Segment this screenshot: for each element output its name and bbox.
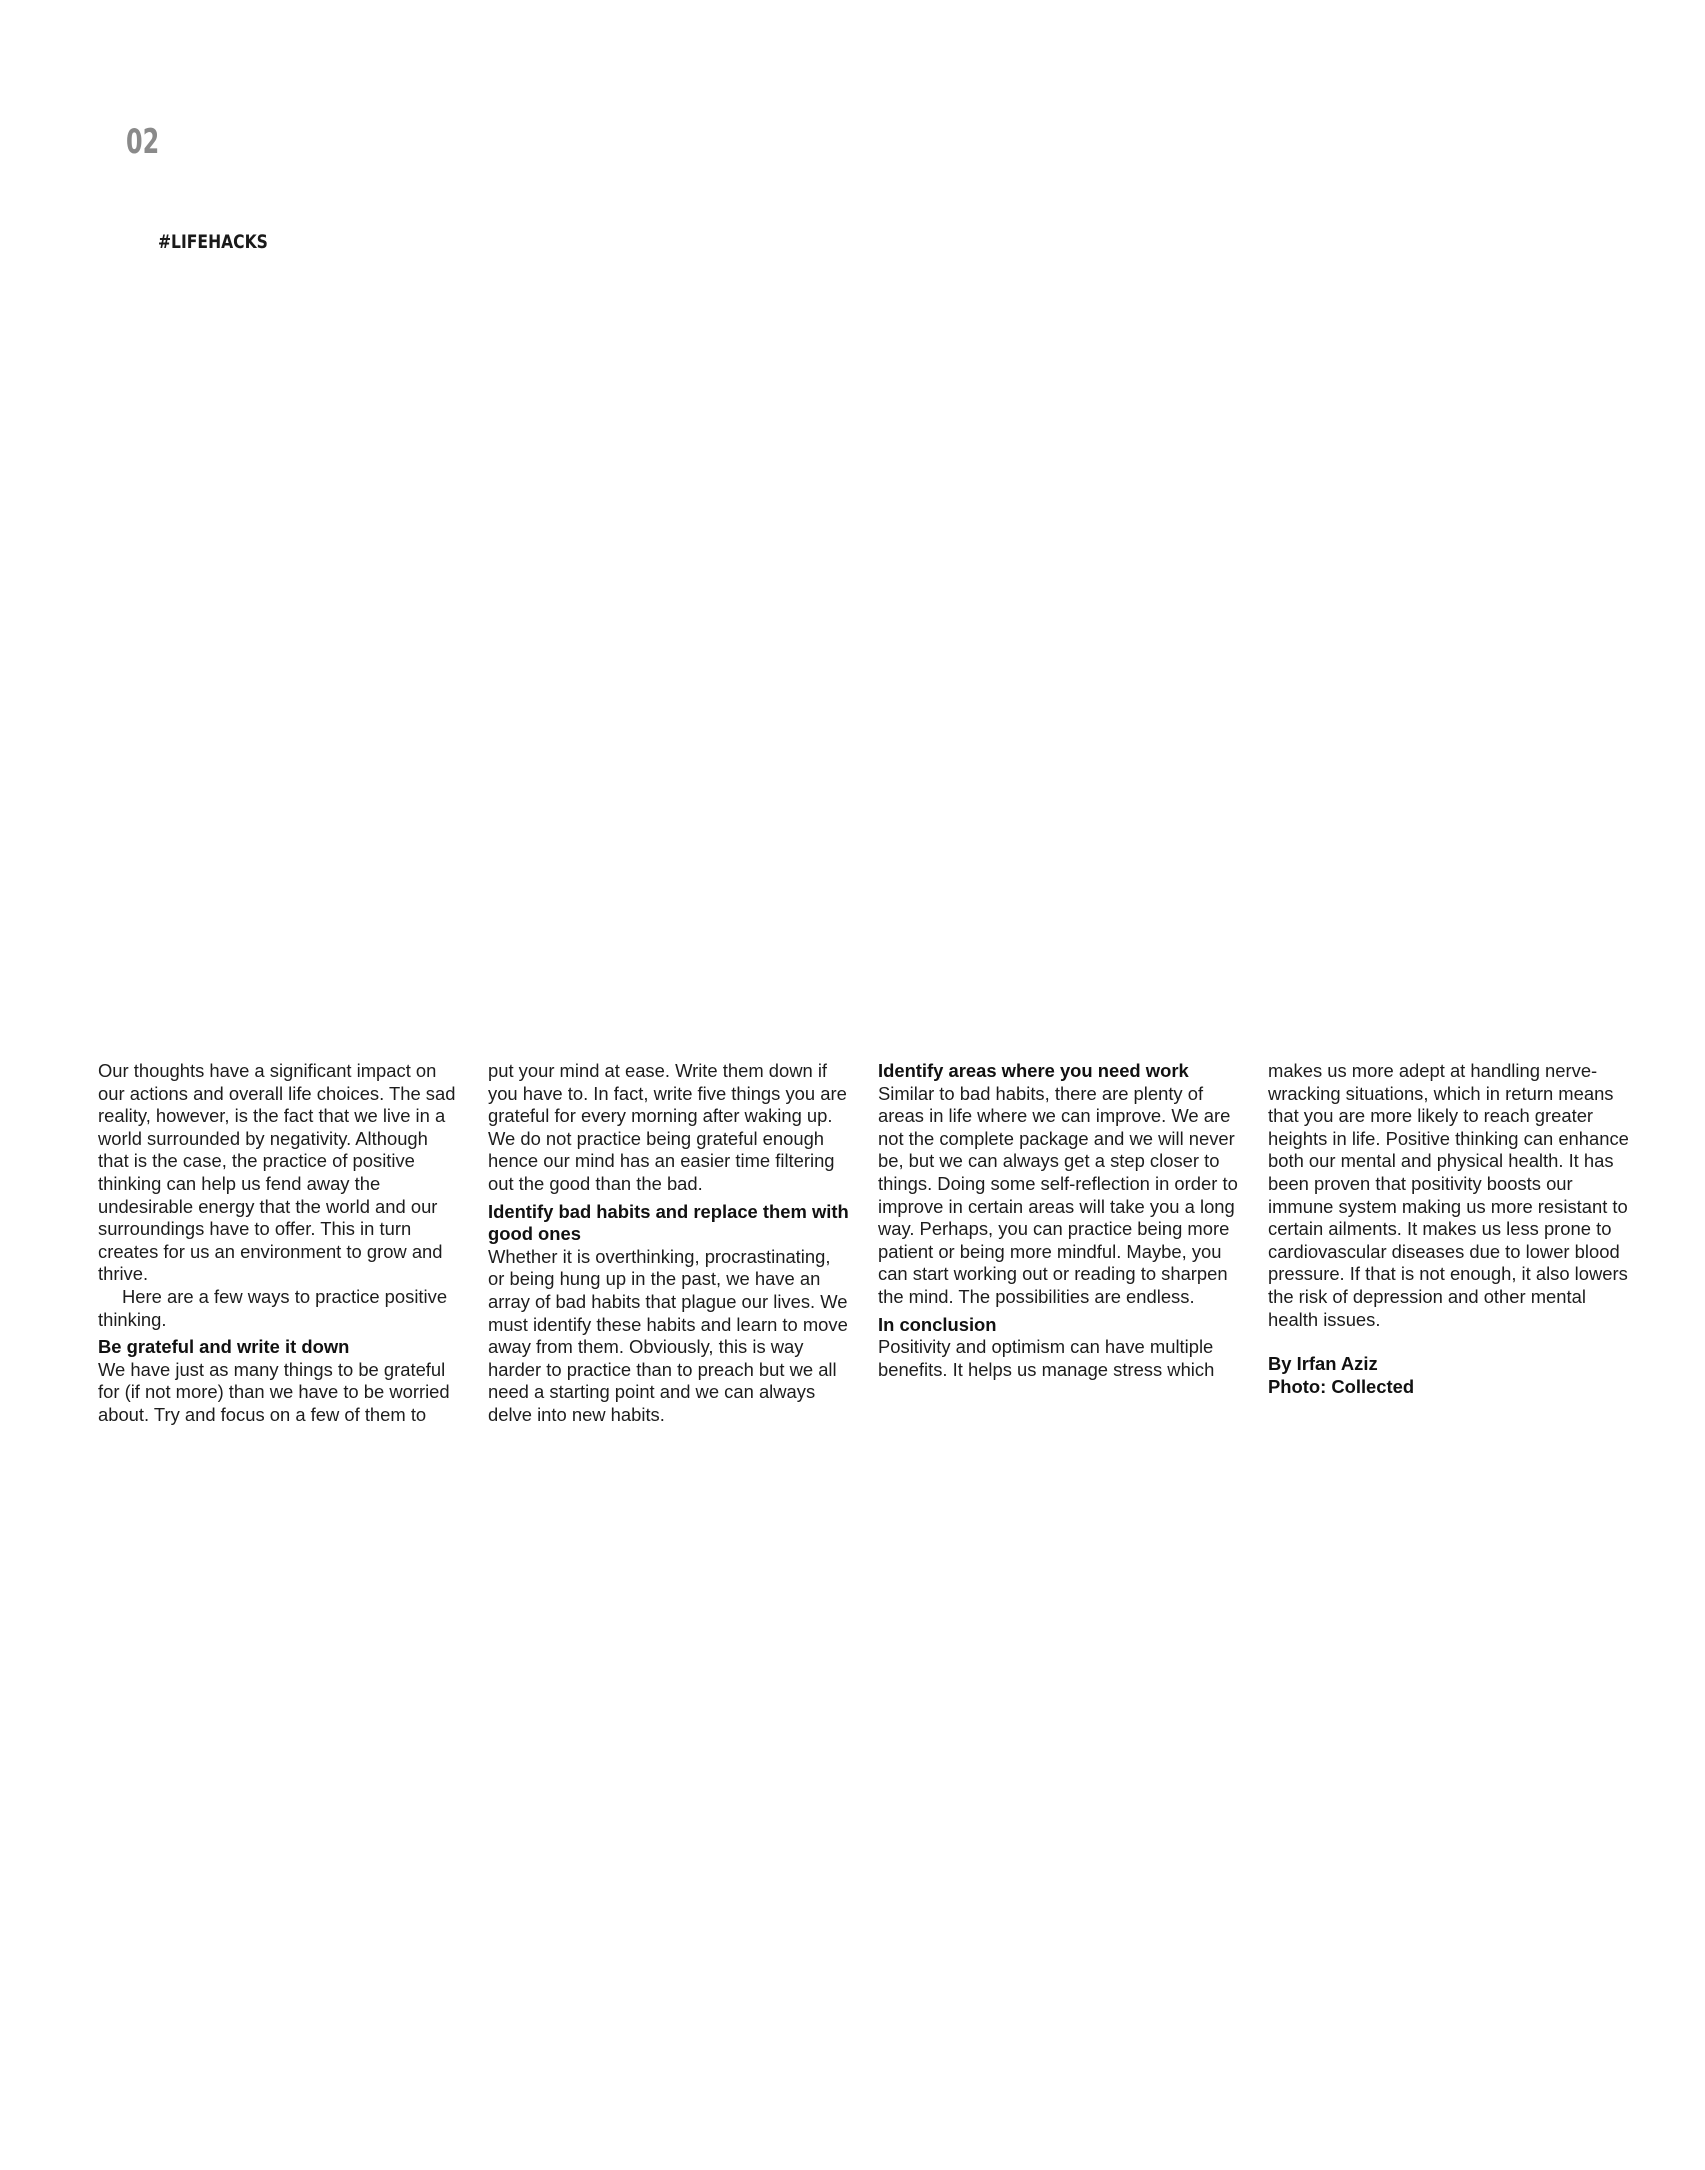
article-column-4 — [1268, 1060, 1630, 1398]
body-paragraph: put your mind at ease. Write them down if you have to. In fact, write five things you are grateful for every morning after waking up. We do not practice being grateful enough hence our mind has an easier time filtering out the good than the bad. — [488, 1060, 847, 1194]
intro-paragraph: Our thoughts have a significant impact on our actions and overall life choices. The sad reality, however, is the fact that we live in a world surrounded by negativity. Although that is the case, the practice of positive thinking can help us fend away the undesirable energy that the world and our surroundings have to offer. This in turn creates for us an environment to grow and thrive. — [98, 1060, 456, 1285]
body-paragraph: We have just as many things to be grateful for (if not more) than we have to be worried about. Try and focus on a few of them to — [98, 1358, 450, 1425]
body-paragraph: Whether it is overthinking, procrastinating, or being hung up in the past, we have an array of bad habits that plague our lives. We must identify these habits and learn to move away from them. Obviously, this is way harder to practice than to preach but we all need a starting point and we can always delve into new habits. — [488, 1245, 848, 1425]
intro-paragraph-2: Here are a few ways to practice positive thinking. — [98, 1285, 448, 1330]
body-paragraph: Positivity and optimism can have multiple benefits. It helps us manage stress which — [878, 1336, 1215, 1380]
section-tag: #LIFEHACKS — [158, 231, 268, 253]
article-column-3 — [878, 1060, 1240, 1381]
article-column-1 — [98, 1060, 460, 1427]
author-byline: By Irfan Aziz — [1268, 1353, 1378, 1375]
photo-credit: Photo: Collected — [1268, 1375, 1415, 1397]
body-paragraph: Similar to bad habits, there are plenty of areas in life where we can improve. We are not the complete package and we will never be, but we can always get a step closer to things. Doing some self-reflection in order to improve in certain areas will take you a long way. Perhaps, you can practice being more patient or being more mindful. Maybe, you can start working out or reading to sharpen the mind. The possibilities are endless. — [878, 1082, 1238, 1307]
subheading-conclusion: In conclusion — [878, 1313, 997, 1335]
subheading-areas-work: Identify areas where you need work — [878, 1060, 1189, 1081]
subheading-bad-habits: Identify bad habits and replace them with good ones — [488, 1200, 849, 1245]
page-number: 02 — [126, 122, 160, 162]
article-body — [98, 1060, 1628, 1440]
subheading-grateful: Be grateful and write it down — [98, 1336, 350, 1358]
spacer — [1268, 1331, 1630, 1353]
body-paragraph: makes us more adept at handling nerve-wracking situations, which in return means that you are more likely to reach greater heights in life. Positive thinking can enhance both our mental and physical health. It has been proven that positivity boosts our immune system making us more resistant to certain ailments. It makes us less prone to cardiovascular diseases due to lower blood pressure. If that is not enough, it also lowers the risk of depression and other mental health issues. — [1268, 1060, 1629, 1330]
article-column-2 — [488, 1060, 850, 1427]
